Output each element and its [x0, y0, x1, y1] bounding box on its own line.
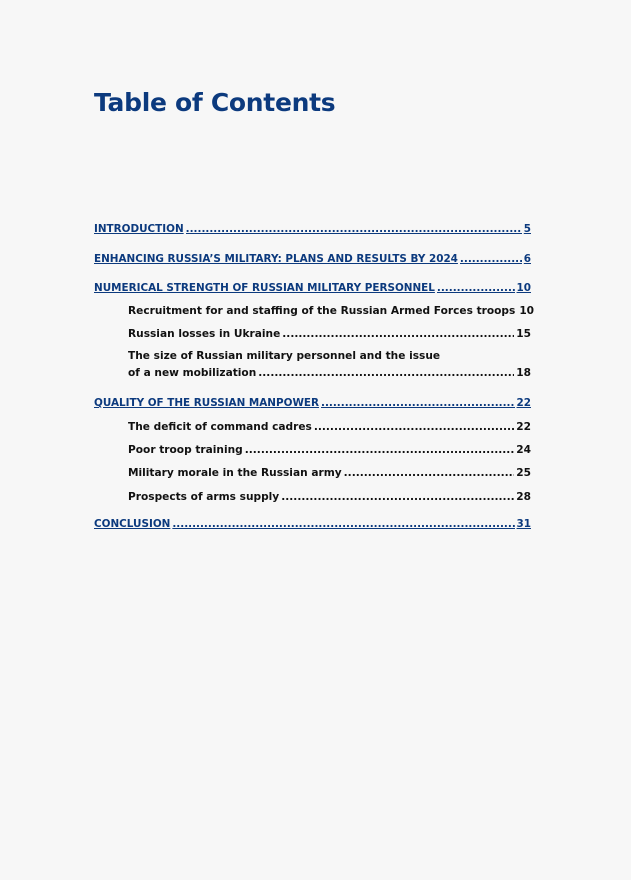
toc-entry-enhancing-military[interactable] [94, 252, 531, 266]
toc-entry-military-morale[interactable] [128, 466, 531, 480]
dot-leader [282, 327, 514, 341]
dot-leader [245, 443, 515, 457]
toc-entry-page: 25 [516, 467, 531, 479]
toc-entry-label-line1: The size of Russian military personnel and the issue [128, 350, 441, 362]
toc-entry-introduction[interactable] [94, 222, 531, 236]
toc-entry-quality-manpower[interactable] [94, 396, 531, 410]
toc-entry-page: 24 [516, 444, 531, 456]
toc-entry-command-cadres[interactable] [128, 420, 531, 434]
toc-entry-conclusion[interactable] [94, 517, 531, 531]
dot-leader [321, 396, 515, 410]
dot-leader [172, 517, 514, 531]
toc-entry-troop-training[interactable] [128, 443, 531, 457]
toc-entry-label: INTRODUCTION [94, 223, 184, 235]
toc-entry-label-line2: of a new mobilization [128, 367, 257, 379]
toc-entry-page: 10 [519, 305, 535, 317]
toc-entry-russian-losses[interactable] [128, 327, 531, 341]
toc-entry-page: 15 [516, 328, 531, 340]
dot-leader [344, 466, 515, 480]
toc-entry-page: 28 [516, 491, 531, 503]
toc-entry-label: Prospects of arms supply [128, 491, 280, 503]
dot-leader [460, 252, 522, 266]
toc-entry-page: 5 [523, 223, 531, 235]
dot-leader [437, 281, 515, 295]
toc-entry-arms-supply[interactable] [128, 490, 531, 504]
toc-entry-label: Recruitment for and staffing of the Russian Armed Forces troops [128, 305, 516, 317]
toc-entry-page: 6 [523, 253, 531, 265]
toc-entry-page: 31 [516, 518, 531, 530]
toc-entry-label: QUALITY OF THE RUSSIAN MANPOWER [94, 397, 320, 409]
toc-entry-page: 10 [516, 282, 531, 294]
toc-entry-numerical-strength[interactable] [94, 281, 531, 295]
dot-leader [258, 366, 514, 380]
toc-entry-label: Military morale in the Russian army [128, 467, 342, 479]
toc-entry-page: 22 [516, 397, 531, 409]
dot-leader [314, 420, 514, 434]
toc-entry-recruitment[interactable] [128, 304, 535, 318]
toc-entry-label: Russian losses in Ukraine [128, 328, 281, 340]
toc-entry-page: 18 [516, 367, 531, 379]
toc-entry-label: CONCLUSION [94, 518, 171, 530]
toc-entry-personnel-size[interactable] [128, 349, 531, 380]
toc-entry-label: Poor troop training [128, 444, 243, 456]
page-title: Table of Contents [94, 88, 336, 117]
toc-entry-label: NUMERICAL STRENGTH OF RUSSIAN MILITARY PERSONNEL [94, 282, 435, 294]
toc-entry-page: 22 [516, 421, 531, 433]
dot-leader [186, 222, 522, 236]
toc-entry-label: ENHANCING RUSSIA’S MILITARY: PLANS AND RESULTS BY 2024 [94, 253, 458, 265]
dot-leader [281, 490, 514, 504]
toc-entry-label: The deficit of command cadres [128, 421, 312, 433]
